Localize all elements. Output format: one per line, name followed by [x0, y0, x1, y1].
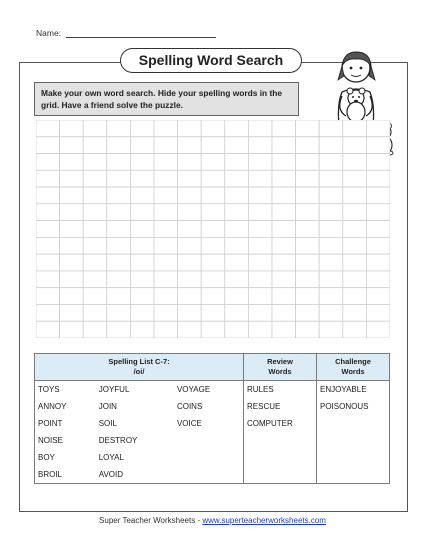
grid-cell[interactable] [154, 204, 178, 221]
grid-cell[interactable] [319, 271, 343, 288]
grid-cell[interactable] [201, 321, 225, 338]
grid-cell[interactable] [107, 170, 131, 187]
grid-cell[interactable] [225, 237, 249, 254]
spelling-word: BOY [35, 449, 96, 466]
grid-cell[interactable] [225, 271, 249, 288]
grid-cell[interactable] [107, 271, 131, 288]
grid-cell[interactable] [248, 170, 272, 187]
grid-cell[interactable] [130, 237, 154, 254]
grid-cell[interactable] [130, 254, 154, 271]
grid-cell[interactable] [366, 204, 390, 221]
grid-cell[interactable] [201, 120, 225, 137]
grid-cell[interactable] [83, 221, 107, 238]
grid-cell[interactable] [60, 237, 84, 254]
table-row [35, 398, 390, 415]
grid-cell[interactable] [130, 321, 154, 338]
grid-cell[interactable] [36, 254, 60, 271]
table-row [35, 432, 390, 449]
grid-cell[interactable] [178, 271, 202, 288]
grid-cell[interactable] [83, 137, 107, 154]
grid-cell[interactable] [201, 187, 225, 204]
grid-cell[interactable] [60, 271, 84, 288]
spelling-word: ANNOY [35, 398, 96, 415]
grid-cell[interactable] [83, 304, 107, 321]
grid-cell[interactable] [343, 288, 367, 305]
grid-cell[interactable] [60, 120, 84, 137]
grid-cell[interactable] [154, 221, 178, 238]
spelling-word: SOIL [98, 419, 117, 428]
spelling-word [174, 432, 244, 449]
spelling-word [174, 466, 244, 484]
grid-cell[interactable] [130, 170, 154, 187]
challenge-word [317, 415, 390, 432]
challenge-words-header: Challenge Words [317, 354, 390, 381]
review-word [244, 466, 317, 484]
grid-cell[interactable] [60, 321, 84, 338]
grid-cell[interactable] [296, 170, 320, 187]
grid-cell[interactable] [154, 137, 178, 154]
grid-cell[interactable] [272, 221, 296, 238]
grid-cell[interactable] [178, 321, 202, 338]
spelling-word: AVOID [96, 466, 174, 484]
grid-cell[interactable] [248, 304, 272, 321]
grid-cell[interactable] [178, 154, 202, 171]
spelling-word-table [34, 353, 390, 484]
grid-cell[interactable] [130, 288, 154, 305]
review-word: COMPUTER [244, 415, 317, 432]
grid-cell[interactable] [178, 120, 202, 137]
grid-cell[interactable] [178, 254, 202, 271]
spelling-word: DESTROY [98, 436, 138, 445]
grid-cell[interactable] [130, 304, 154, 321]
spelling-word: BROIL [35, 466, 96, 484]
grid-cell[interactable] [296, 254, 320, 271]
grid-cell[interactable] [225, 221, 249, 238]
grid-cell[interactable] [36, 221, 60, 238]
grid-cell[interactable] [296, 237, 320, 254]
grid-cell[interactable] [296, 304, 320, 321]
grid-cell[interactable] [225, 120, 249, 137]
grid-cell[interactable] [83, 170, 107, 187]
spelling-word: NOISE [35, 432, 96, 449]
grid-cell[interactable] [272, 154, 296, 171]
grid-cell[interactable] [366, 288, 390, 305]
grid-cell[interactable] [272, 137, 296, 154]
grid-cell[interactable] [60, 154, 84, 171]
grid-cell[interactable] [201, 288, 225, 305]
challenge-word: POISONOUS [317, 398, 390, 415]
spelling-word: POINT [35, 415, 96, 432]
grid-cell[interactable] [272, 237, 296, 254]
grid-cell[interactable] [272, 288, 296, 305]
grid-cell[interactable] [366, 154, 390, 171]
grid-cell[interactable] [296, 120, 320, 137]
grid-cell[interactable] [154, 187, 178, 204]
grid-cell[interactable] [248, 137, 272, 154]
name-label: Name: [36, 28, 62, 38]
grid-cell[interactable] [130, 120, 154, 137]
grid-cell[interactable] [154, 288, 178, 305]
grid-cell[interactable] [366, 271, 390, 288]
grid-cell[interactable] [248, 254, 272, 271]
grid-cell[interactable] [296, 321, 320, 338]
spelling-word: VOICE [174, 415, 244, 432]
grid-cell[interactable] [248, 288, 272, 305]
challenge-word [317, 449, 390, 466]
grid-cell[interactable] [319, 254, 343, 271]
grid-cell[interactable] [36, 271, 60, 288]
grid-cell[interactable] [36, 137, 60, 154]
grid-cell[interactable] [225, 187, 249, 204]
grid-cell[interactable] [201, 221, 225, 238]
spelling-word: TOYS [35, 381, 96, 399]
spelling-word: JOYFUL [98, 385, 130, 394]
table-row [35, 466, 390, 484]
grid-cell[interactable] [154, 120, 178, 137]
grid-cell[interactable] [366, 237, 390, 254]
grid-cell[interactable] [343, 254, 367, 271]
grid-cell[interactable] [83, 154, 107, 171]
grid-cell[interactable] [248, 204, 272, 221]
grid-cell[interactable] [343, 154, 367, 171]
grid-cell[interactable] [366, 321, 390, 338]
grid-cell[interactable] [201, 271, 225, 288]
grid-cell[interactable] [225, 137, 249, 154]
grid-cell[interactable] [36, 237, 60, 254]
grid-cell[interactable] [248, 321, 272, 338]
spelling-word: JOIN [98, 402, 117, 411]
grid-cell[interactable] [319, 237, 343, 254]
grid-cell[interactable] [296, 288, 320, 305]
grid-cell[interactable] [296, 187, 320, 204]
review-word: RESCUE [244, 398, 317, 415]
grid-cell[interactable] [201, 254, 225, 271]
grid-cell[interactable] [178, 170, 202, 187]
grid-cell[interactable] [225, 254, 249, 271]
grid-cell[interactable] [272, 204, 296, 221]
grid-cell[interactable] [366, 221, 390, 238]
name-line[interactable] [66, 37, 216, 38]
grid-cell[interactable] [319, 288, 343, 305]
spelling-word: COINS [174, 398, 244, 415]
grid-cell[interactable] [343, 237, 367, 254]
review-words-header: Review Words [244, 354, 317, 381]
review-word [244, 432, 317, 449]
grid-cell[interactable] [130, 154, 154, 171]
spelling-word: VOYAGE [174, 381, 244, 399]
grid-cell[interactable] [343, 204, 367, 221]
grid-cell[interactable] [343, 221, 367, 238]
grid-cell[interactable] [36, 288, 60, 305]
grid-cell[interactable] [130, 187, 154, 204]
grid-cell[interactable] [36, 170, 60, 187]
grid-cell[interactable] [60, 187, 84, 204]
grid-cell[interactable] [36, 304, 60, 321]
grid-cell[interactable] [272, 254, 296, 271]
grid-cell[interactable] [60, 170, 84, 187]
grid-cell[interactable] [248, 187, 272, 204]
grid-cell[interactable] [343, 187, 367, 204]
grid-cell[interactable] [248, 221, 272, 238]
grid-cell[interactable] [272, 271, 296, 288]
grid-cell[interactable] [83, 120, 107, 137]
footer-text: Super Teacher Worksheets - [99, 516, 203, 525]
grid-cell[interactable] [178, 187, 202, 204]
grid-cell[interactable] [178, 288, 202, 305]
grid-cell[interactable] [225, 204, 249, 221]
grid-cell[interactable] [343, 304, 367, 321]
grid-cell[interactable] [343, 120, 367, 137]
spelling-word: LOYAL [98, 453, 124, 462]
grid-cell[interactable] [319, 187, 343, 204]
grid-cell[interactable] [107, 204, 131, 221]
grid-cell[interactable] [154, 304, 178, 321]
grid-cell[interactable] [366, 254, 390, 271]
grid-cell[interactable] [178, 137, 202, 154]
grid-cell[interactable] [272, 304, 296, 321]
grid-cell[interactable] [36, 154, 60, 171]
grid-cell[interactable] [130, 221, 154, 238]
review-word: RULES [244, 381, 317, 399]
grid-cell[interactable] [319, 321, 343, 338]
grid-cell[interactable] [107, 304, 131, 321]
table-row [35, 415, 390, 432]
grid-cell[interactable] [366, 120, 390, 137]
grid-cell[interactable] [248, 237, 272, 254]
grid-cell[interactable] [36, 204, 60, 221]
grid-cell[interactable] [107, 254, 131, 271]
grid-cell[interactable] [154, 254, 178, 271]
grid-cell[interactable] [296, 221, 320, 238]
grid-cell[interactable] [83, 271, 107, 288]
grid-cell[interactable] [296, 271, 320, 288]
grid-cell[interactable] [60, 288, 84, 305]
grid-cell[interactable] [83, 237, 107, 254]
challenge-word: ENJOYABLE [317, 381, 390, 399]
challenge-word [317, 466, 390, 484]
grid-cell[interactable] [83, 254, 107, 271]
footer [0, 516, 425, 525]
grid-cell[interactable] [343, 170, 367, 187]
grid-cell[interactable] [343, 321, 367, 338]
grid-cell[interactable] [272, 120, 296, 137]
table-row [35, 381, 390, 399]
grid-cell[interactable] [225, 304, 249, 321]
grid-cell[interactable] [130, 204, 154, 221]
grid-cell[interactable] [107, 237, 131, 254]
grid-cell[interactable] [319, 154, 343, 171]
grid-cell[interactable] [36, 120, 60, 137]
grid-cell[interactable] [201, 170, 225, 187]
review-word [244, 449, 317, 466]
word-search-grid[interactable] [36, 120, 390, 338]
grid-cell[interactable] [319, 221, 343, 238]
grid-cell[interactable] [201, 304, 225, 321]
grid-cell[interactable] [296, 204, 320, 221]
grid-cell[interactable] [248, 154, 272, 171]
grid-cell[interactable] [83, 204, 107, 221]
grid-cell[interactable] [60, 204, 84, 221]
grid-cell[interactable] [83, 288, 107, 305]
grid-cell[interactable] [36, 321, 60, 338]
grid-cell[interactable] [178, 221, 202, 238]
grid-cell[interactable] [201, 237, 225, 254]
grid-cell[interactable] [60, 254, 84, 271]
grid-cell[interactable] [107, 137, 131, 154]
grid-cell[interactable] [272, 170, 296, 187]
grid-cell[interactable] [366, 170, 390, 187]
grid-cell[interactable] [107, 187, 131, 204]
grid-cell[interactable] [60, 221, 84, 238]
grid-cell[interactable] [225, 321, 249, 338]
grid-cell[interactable] [107, 321, 131, 338]
grid-cell[interactable] [83, 187, 107, 204]
grid-cell[interactable] [366, 304, 390, 321]
grid-cell[interactable] [83, 321, 107, 338]
grid-cell[interactable] [343, 271, 367, 288]
grid-cell[interactable] [319, 304, 343, 321]
grid-cell[interactable] [36, 187, 60, 204]
grid-cell[interactable] [178, 204, 202, 221]
grid-cell[interactable] [107, 221, 131, 238]
grid-cell[interactable] [130, 271, 154, 288]
grid-cell[interactable] [107, 288, 131, 305]
grid-cell[interactable] [366, 137, 390, 154]
grid-cell[interactable] [201, 204, 225, 221]
grid-cell[interactable] [319, 120, 343, 137]
challenge-word [317, 432, 390, 449]
instructions-box: Make your own word search. Hide your spelling words in the grid. Have a friend solve the puzzle. [34, 82, 299, 116]
grid-cell[interactable] [225, 170, 249, 187]
grid-cell[interactable] [154, 170, 178, 187]
grid-cell[interactable] [154, 271, 178, 288]
grid-cell[interactable] [366, 187, 390, 204]
grid-cell[interactable] [130, 137, 154, 154]
grid-cell[interactable] [248, 120, 272, 137]
worksheet-title: Spelling Word Search [120, 48, 302, 73]
grid-cell[interactable] [154, 237, 178, 254]
grid-cell[interactable] [201, 137, 225, 154]
grid-cell[interactable] [178, 304, 202, 321]
grid-cell[interactable] [272, 321, 296, 338]
grid-cell[interactable] [60, 304, 84, 321]
grid-cell[interactable] [225, 154, 249, 171]
footer-link[interactable]: www.superteacherworksheets.com [202, 516, 326, 525]
spelling-list-header: Spelling List C-7: /oi/ [35, 354, 244, 381]
grid-cell[interactable] [154, 321, 178, 338]
table-row [35, 449, 390, 466]
grid-cell[interactable] [225, 288, 249, 305]
grid-cell[interactable] [107, 120, 131, 137]
grid-cell[interactable] [154, 154, 178, 171]
grid-cell[interactable] [107, 154, 131, 171]
grid-cell[interactable] [272, 187, 296, 204]
grid-cell[interactable] [296, 154, 320, 171]
grid-cell[interactable] [319, 204, 343, 221]
grid-cell[interactable] [319, 170, 343, 187]
grid-cell[interactable] [201, 154, 225, 171]
grid-cell[interactable] [248, 271, 272, 288]
spelling-word [174, 449, 244, 466]
grid-cell[interactable] [60, 137, 84, 154]
grid-cell[interactable] [296, 137, 320, 154]
grid-cell[interactable] [343, 137, 367, 154]
grid-cell[interactable] [319, 137, 343, 154]
grid-cell[interactable] [178, 237, 202, 254]
